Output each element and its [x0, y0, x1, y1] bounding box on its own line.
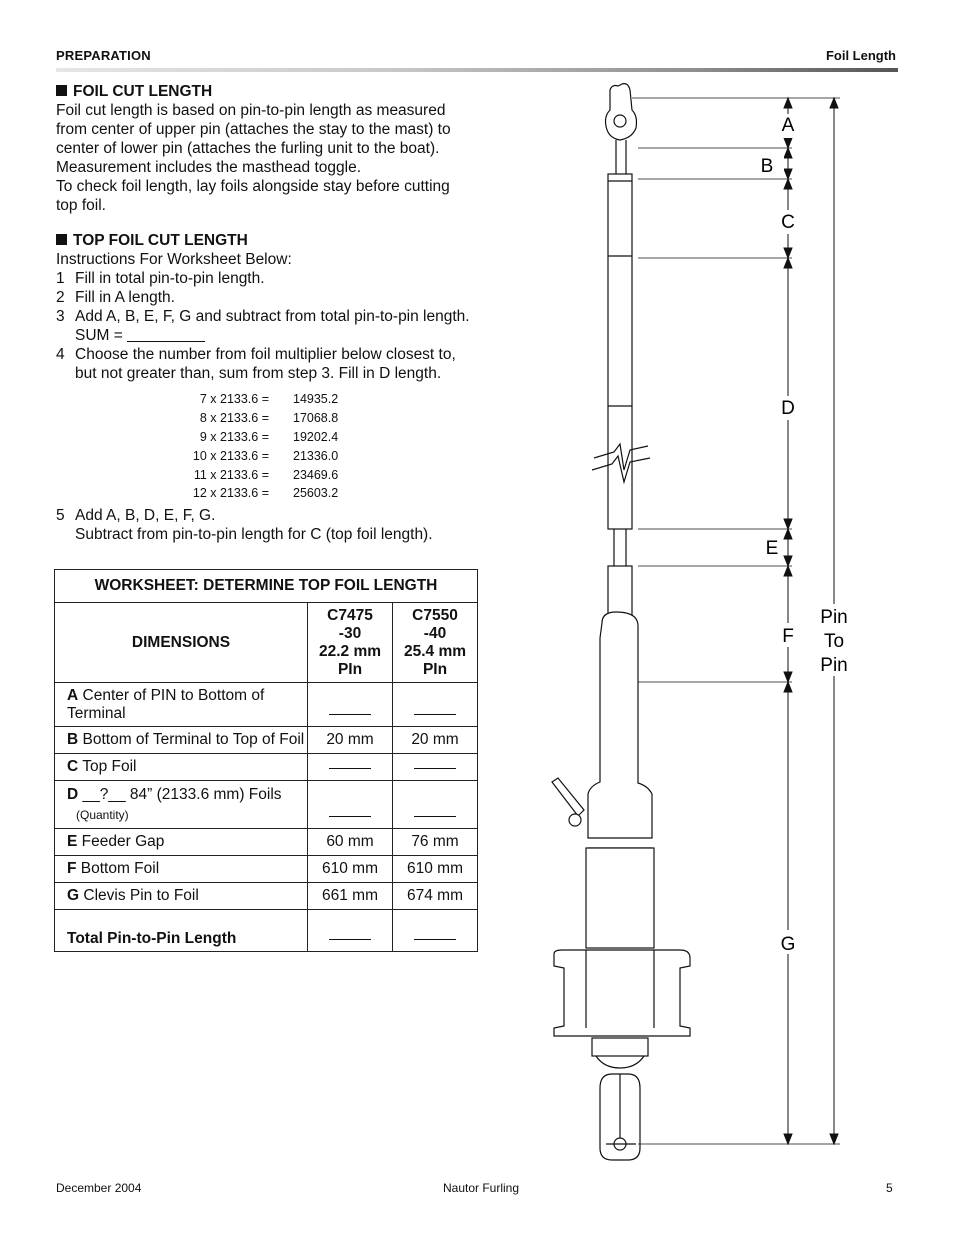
multiplier-result: 19202.4 [293, 429, 339, 444]
value-c7550-blank[interactable] [393, 754, 478, 781]
multiplier-row [175, 390, 338, 409]
top-foil-heading: TOP FOIL CUT LENGTH [56, 231, 470, 250]
square-bullet-icon [56, 85, 67, 96]
label-d: D [781, 398, 795, 419]
multiplier-result: 17068.8 [293, 411, 339, 426]
step-1: 1 Fill in total pin-to-pin length. [56, 270, 265, 287]
header-rule [56, 68, 898, 72]
multiplier-expression: 9 x 2133.6 = [199, 429, 269, 444]
column-header-c7550: C7550 -40 25.4 mm PIn [393, 603, 478, 683]
multiplier-row [175, 465, 338, 484]
paragraph-line: Foil cut length is based on pin-to-pin length as measured [56, 102, 446, 119]
total-label: Total Pin-to-Pin Length [55, 910, 308, 952]
step-2: 2 Fill in A length. [56, 289, 175, 306]
foil-multiplier-table [175, 390, 338, 503]
dimension-label: D __?__ 84” (2133.6 mm) Foils (Quantity) [55, 781, 308, 829]
foil-length-diagram [540, 78, 860, 1170]
multiplier-expression: 11 x 2133.6 = [193, 467, 269, 482]
value-c7475-blank[interactable] [308, 683, 393, 727]
label-g: G [780, 934, 796, 955]
paragraph-line: To check foil length, lay foils alongside stay before cutting [56, 178, 450, 195]
dimension-label: F Bottom Foil [55, 856, 308, 883]
pin-to-pin-label-3: Pin [820, 655, 848, 676]
footer-company: Nautor Furling [443, 1181, 520, 1195]
value-c7475-blank[interactable] [308, 754, 393, 781]
dimension-label: B Bottom of Terminal to Top of Foil [55, 727, 308, 754]
table-row [55, 883, 478, 910]
table-row [55, 829, 478, 856]
total-c7550-blank[interactable] [393, 910, 478, 952]
dimensions-header: DIMENSIONS [55, 603, 308, 683]
instructions-intro: Instructions For Worksheet Below: [56, 251, 292, 268]
value-c7475: 20 mm [308, 727, 393, 754]
value-c7475: 661 mm [308, 883, 393, 910]
paragraph-line: Measurement includes the masthead toggle. [56, 159, 362, 176]
table-row [55, 781, 478, 829]
pin-to-pin-label-1: Pin [820, 607, 848, 628]
table-row [55, 754, 478, 781]
table-row [55, 727, 478, 754]
value-c7550: 610 mm [393, 856, 478, 883]
worksheet-table [54, 569, 478, 952]
multiplier-row [175, 446, 338, 465]
sum-blank[interactable] [127, 328, 205, 342]
dimension-label: C Top Foil [55, 754, 308, 781]
value-c7475: 60 mm [308, 829, 393, 856]
value-c7550-blank[interactable] [393, 683, 478, 727]
multiplier-result: 23469.6 [293, 467, 339, 482]
table-row-total [55, 910, 478, 952]
table-row [55, 856, 478, 883]
page-topic: Foil Length [825, 48, 896, 63]
multiplier-result: 21336.0 [293, 448, 339, 463]
square-bullet-icon [56, 234, 67, 245]
step-5: 5 Add A, B, D, E, F, G. Subtract from pin-to-pin length for C (top foil length). [56, 507, 433, 543]
label-f: F [782, 626, 794, 647]
multiplier-result: 14935.2 [293, 392, 339, 407]
dimension-label: E Feeder Gap [55, 829, 308, 856]
dimension-label: G Clevis Pin to Foil [55, 883, 308, 910]
step-4: 4 Choose the number from foil multiplier below closest to, but not greater than, sum from step 3. Fill in D length. [56, 346, 456, 382]
section-label: PREPARATION [56, 48, 151, 63]
value-c7475-blank[interactable] [308, 781, 393, 829]
foil-cut-length-heading: FOIL CUT LENGTH [56, 82, 451, 101]
column-header-c7475: C7475 -30 22.2 mm PIn [308, 603, 393, 683]
multiplier-expression: 10 x 2133.6 = [192, 448, 269, 463]
multiplier-row [175, 484, 338, 503]
value-c7550-blank[interactable] [393, 781, 478, 829]
top-foil-cut-length-section [56, 231, 470, 383]
multiplier-row [175, 409, 338, 428]
multiplier-expression: 7 x 2133.6 = [199, 392, 269, 407]
dimension-label: A Center of PIN to Bottom of Terminal [55, 683, 308, 727]
foil-cut-length-section [56, 82, 451, 215]
table-row [55, 683, 478, 727]
total-c7475-blank[interactable] [308, 910, 393, 952]
step-5-block [56, 506, 433, 544]
value-c7550: 20 mm [393, 727, 478, 754]
paragraph-line: from center of upper pin (attaches the stay to the mast) to [56, 121, 451, 138]
paragraph-line: top foil. [56, 197, 106, 214]
label-a: A [781, 115, 795, 136]
value-c7475: 610 mm [308, 856, 393, 883]
step-3: 3 Add A, B, E, F, G and subtract from total pin-to-pin length. SUM = [56, 308, 470, 344]
label-b: B [760, 156, 774, 177]
multiplier-row [175, 428, 338, 447]
multiplier-result: 25603.2 [293, 486, 339, 501]
quantity-note: (Quantity) [76, 807, 129, 822]
pin-to-pin-label-2: To [823, 631, 845, 652]
label-e: E [765, 538, 779, 559]
paragraph-line: center of lower pin (attaches the furling unit to the boat). [56, 140, 440, 157]
page-number: 5 [886, 1181, 893, 1195]
value-c7550: 76 mm [393, 829, 478, 856]
label-c: C [781, 212, 795, 233]
multiplier-expression: 8 x 2133.6 = [199, 411, 269, 426]
footer-date: December 2004 [56, 1181, 142, 1195]
value-c7550: 674 mm [393, 883, 478, 910]
multiplier-expression: 12 x 2133.6 = [192, 486, 269, 501]
worksheet-title: WORKSHEET: DETERMINE TOP FOIL LENGTH [55, 570, 478, 603]
